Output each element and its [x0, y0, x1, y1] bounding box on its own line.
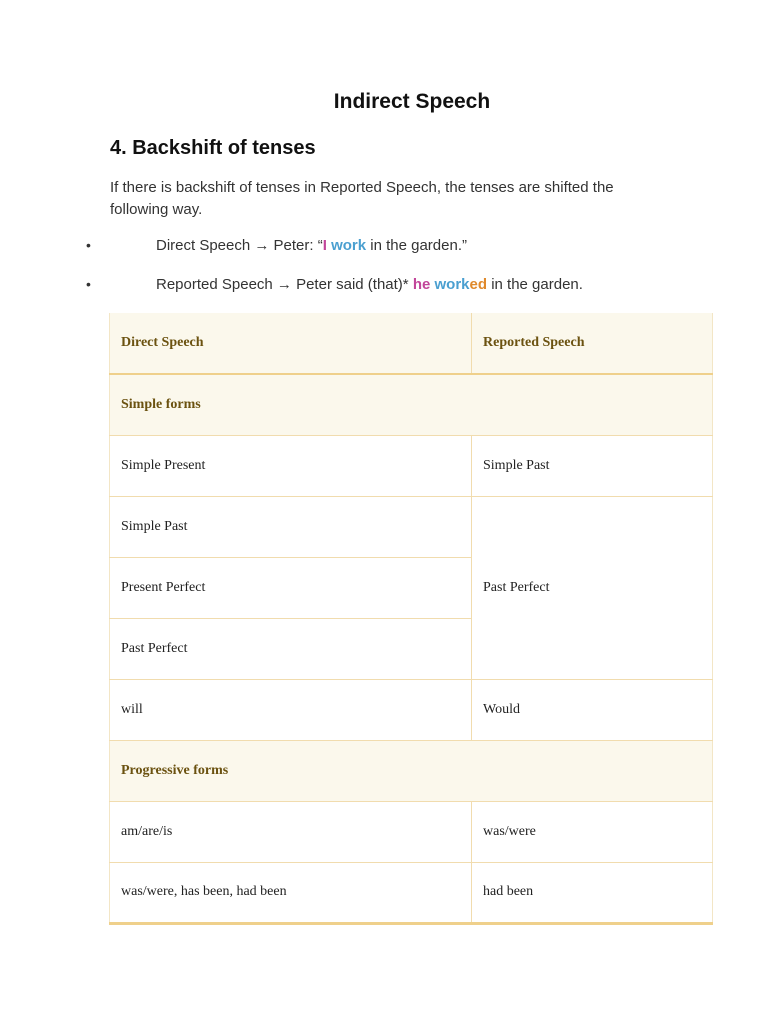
bullet-dot-icon: • — [86, 276, 91, 292]
section-simple-forms: Simple forms — [110, 374, 713, 435]
cell-reported: Simple Past — [472, 435, 713, 496]
section-heading: 4. Backshift of tenses — [110, 137, 316, 159]
table-row — [110, 679, 713, 740]
verb-work: work — [331, 237, 367, 254]
header-direct-speech: Direct Speech — [110, 313, 472, 374]
tense-backshift-table — [109, 313, 713, 925]
cell-direct: Past Perfect — [110, 618, 472, 679]
intro-paragraph: If there is backshift of tenses in Reported Speech, the tenses are shifted the following way. — [110, 179, 614, 218]
cell-reported: was/were — [472, 801, 713, 862]
cell-direct: was/were, has been, had been — [110, 862, 472, 923]
cell-reported: Would — [472, 679, 713, 740]
table-header-row — [110, 313, 713, 374]
section-row-progressive — [110, 740, 713, 801]
cell-direct: Simple Past — [110, 496, 472, 557]
page-title: Indirect Speech — [333, 90, 491, 113]
cell-reported-merged: Past Perfect — [472, 496, 713, 679]
pronoun-i: I — [322, 237, 327, 254]
section-row-simple — [110, 374, 713, 435]
bullet-direct-text: Direct Speech → Peter: “I work in the garden.” — [156, 237, 467, 254]
bullet-reported-text: Reported Speech → Peter said (that)* he worked in the garden. — [156, 276, 583, 293]
verb-ending-ed: ed — [469, 276, 488, 293]
table-row — [110, 862, 713, 923]
cell-direct: am/are/is — [110, 801, 472, 862]
cell-reported: had been — [472, 862, 713, 923]
cell-direct: Simple Present — [110, 435, 472, 496]
pronoun-he: he — [412, 276, 431, 293]
verb-work-stem: work — [434, 276, 470, 293]
table-row — [110, 801, 713, 862]
cell-direct: will — [110, 679, 472, 740]
section-progressive-forms: Progressive forms — [110, 740, 713, 801]
table-row — [110, 435, 713, 496]
header-reported-speech: Reported Speech — [472, 313, 713, 374]
bullet-dot-icon: • — [86, 237, 91, 253]
cell-direct: Present Perfect — [110, 557, 472, 618]
table-row — [110, 496, 713, 557]
